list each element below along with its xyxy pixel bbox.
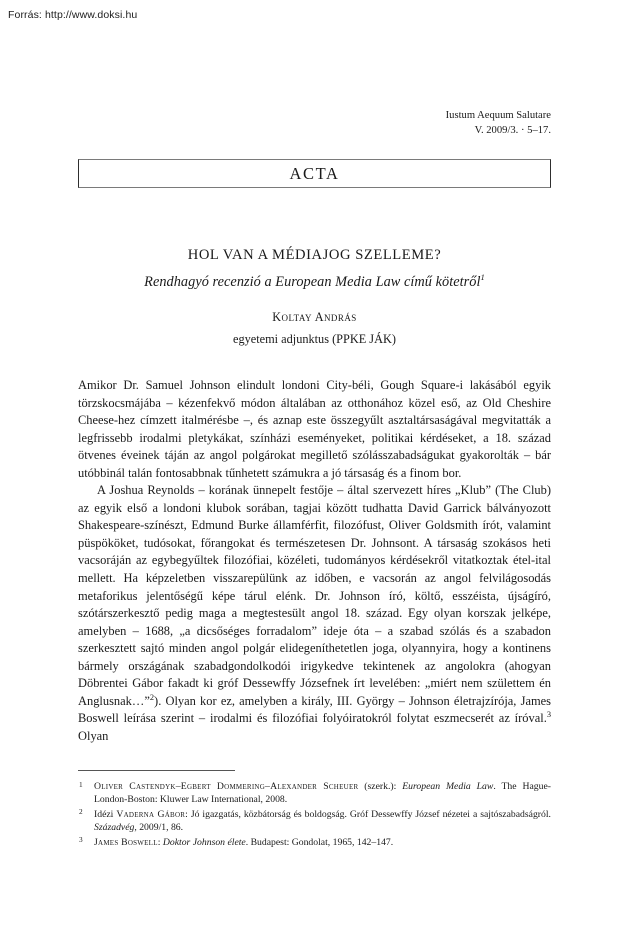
- author-affiliation: egyetemi adjunktus (PPKE JÁK): [233, 332, 396, 346]
- footnote-number: 1: [79, 779, 83, 789]
- paragraph-segment: A Joshua Reynolds – korának ünnepelt festője – által szervezett híres „Klub” (The Club) az egyik első a londoni klubok sorában, tagjai között tudhatta David Garrick bálványozott Shakespeare-színészt, Edmund Burke államférfit, filozófust, Oliver Goldsmith írót, valamint püspököket, tudósokat, főrangokat és természetesen Dr. Johnsont. A társaság szokásos heti vacsoráján az egybegyűltek filozófiai, közéleti, tudományos kérdésekről vitatkoztak étel-ital mellett. Ha képzeletben visszarepülünk az időben, e vacsorán az angol felvilágosodás metaforikus jelentőségű képe tárul elénk. Dr. Johnson író, költő, esszéista, újságíró, szótárszerkesztő pedig maga a megtestesült angol 18. század. Egy olyan korszak jelképe, amelyben – 1688, „a dicsőséges forradalom” ideje óta – a szabad szólás és a szabadon szerkesztett sajtó minden angol polgár elidegeníthetetlen joga, olyannyira, hogy a kontinens bármely országának szabadgondolkodói irigykedve tekintenek az angolokra (ahogyan Döbrentei Gábor fakadt ki gróf Dessewffy Józsefnek írt levelében: „miért nem születtem én Anglusnak…”: [78, 483, 551, 708]
- paragraph: [78, 482, 551, 745]
- footnote-rest: . The Hague-London-Boston: Kluwer Law International, 2008.: [94, 781, 551, 806]
- footnote-item: [78, 808, 551, 835]
- footnote-role: (szerk.):: [358, 781, 403, 792]
- paragraph-segment: ). Olyan kor ez, amelyben a király, III. György – Johnson életrajzírója, James Boswell leírása szerint – irodalmi és filozófiai folyóiratokról folytat eszmecserét az íróval.: [78, 693, 551, 726]
- author-block: [78, 308, 551, 348]
- section-header-label: ACTA: [289, 163, 340, 183]
- footnote-role: : Jó igazgatás, közbátorság és boldogság. Gróf Dessewffy József nézetei a sajtószabadságról.: [185, 808, 551, 820]
- body-text: [78, 377, 551, 745]
- footnote-work-title: Doktor Johnson élete: [162, 836, 246, 848]
- footnote-role: :: [157, 836, 163, 848]
- footnote-authors: Oliver Castendyk–Egbert Dommering–Alexander Scheuer: [94, 781, 359, 792]
- footnote-work-title: Századvég: [94, 822, 135, 834]
- footnote-number: 2: [79, 807, 83, 817]
- subtitle-footnote-marker: 1: [480, 272, 485, 283]
- footnote-number: 3: [79, 835, 83, 845]
- footnotes-section: [78, 770, 551, 850]
- section-header-box: [78, 159, 551, 188]
- footnote-rest: , 2009/1, 86.: [134, 822, 184, 834]
- source-watermark: Forrás: http://www.doksi.hu: [8, 9, 138, 21]
- footnote-marker-3: 3: [546, 710, 551, 720]
- journal-running-head: [446, 108, 551, 138]
- paragraph-segment: Olyan: [78, 728, 109, 743]
- subtitle-text: Rendhagyó recenzió a European Media Law című kötetről: [144, 274, 481, 290]
- footnote-item: [78, 780, 551, 807]
- title-block: [78, 245, 551, 292]
- footnote-rest: . Budapest: Gondolat, 1965, 142–147.: [245, 836, 394, 848]
- footnote-item: [78, 836, 551, 849]
- footnote-separator-rule: [78, 770, 235, 771]
- journal-issue: V. 2009/3. · 5–17.: [474, 125, 551, 136]
- footnote-lead: Idézi: [94, 808, 117, 820]
- journal-title: Iustum Aequum Salutare: [445, 110, 551, 121]
- footnote-authors: Vaderna Gábor: [116, 808, 186, 820]
- footnote-authors: James Boswell: [94, 836, 158, 848]
- footnote-marker-2: 2: [149, 692, 155, 702]
- page-title: HOL VAN A MÉDIAJOG SZELLEME?: [187, 247, 442, 263]
- author-name: Koltay András: [272, 310, 357, 324]
- document-page: [78, 0, 551, 938]
- paragraph: Amikor Dr. Samuel Johnson elindult londoni City-béli, Gough Square-i lakásából egyik törzskocsmájába – kézenfekvő módon általában az otthonához közel eső, az Old Cheshire Cheese-hez címzett italmérésbe –, és aznap este összegyűlt asztaltársaságával megvitatták a legfrissebb irodalmi pletykákat, színházi eseményeket, politikai kérdéseket, a 18. század ötvenes éveinek táján az angol polgárokat megillető szólásszabadságukat gyakorolták – bár utóbbinál talán fontosabbnak tűnhetett számukra a jó társaság és a finom bor.: [78, 378, 551, 480]
- page-subtitle: [78, 272, 551, 292]
- footnote-work-title: European Media Law: [402, 781, 494, 792]
